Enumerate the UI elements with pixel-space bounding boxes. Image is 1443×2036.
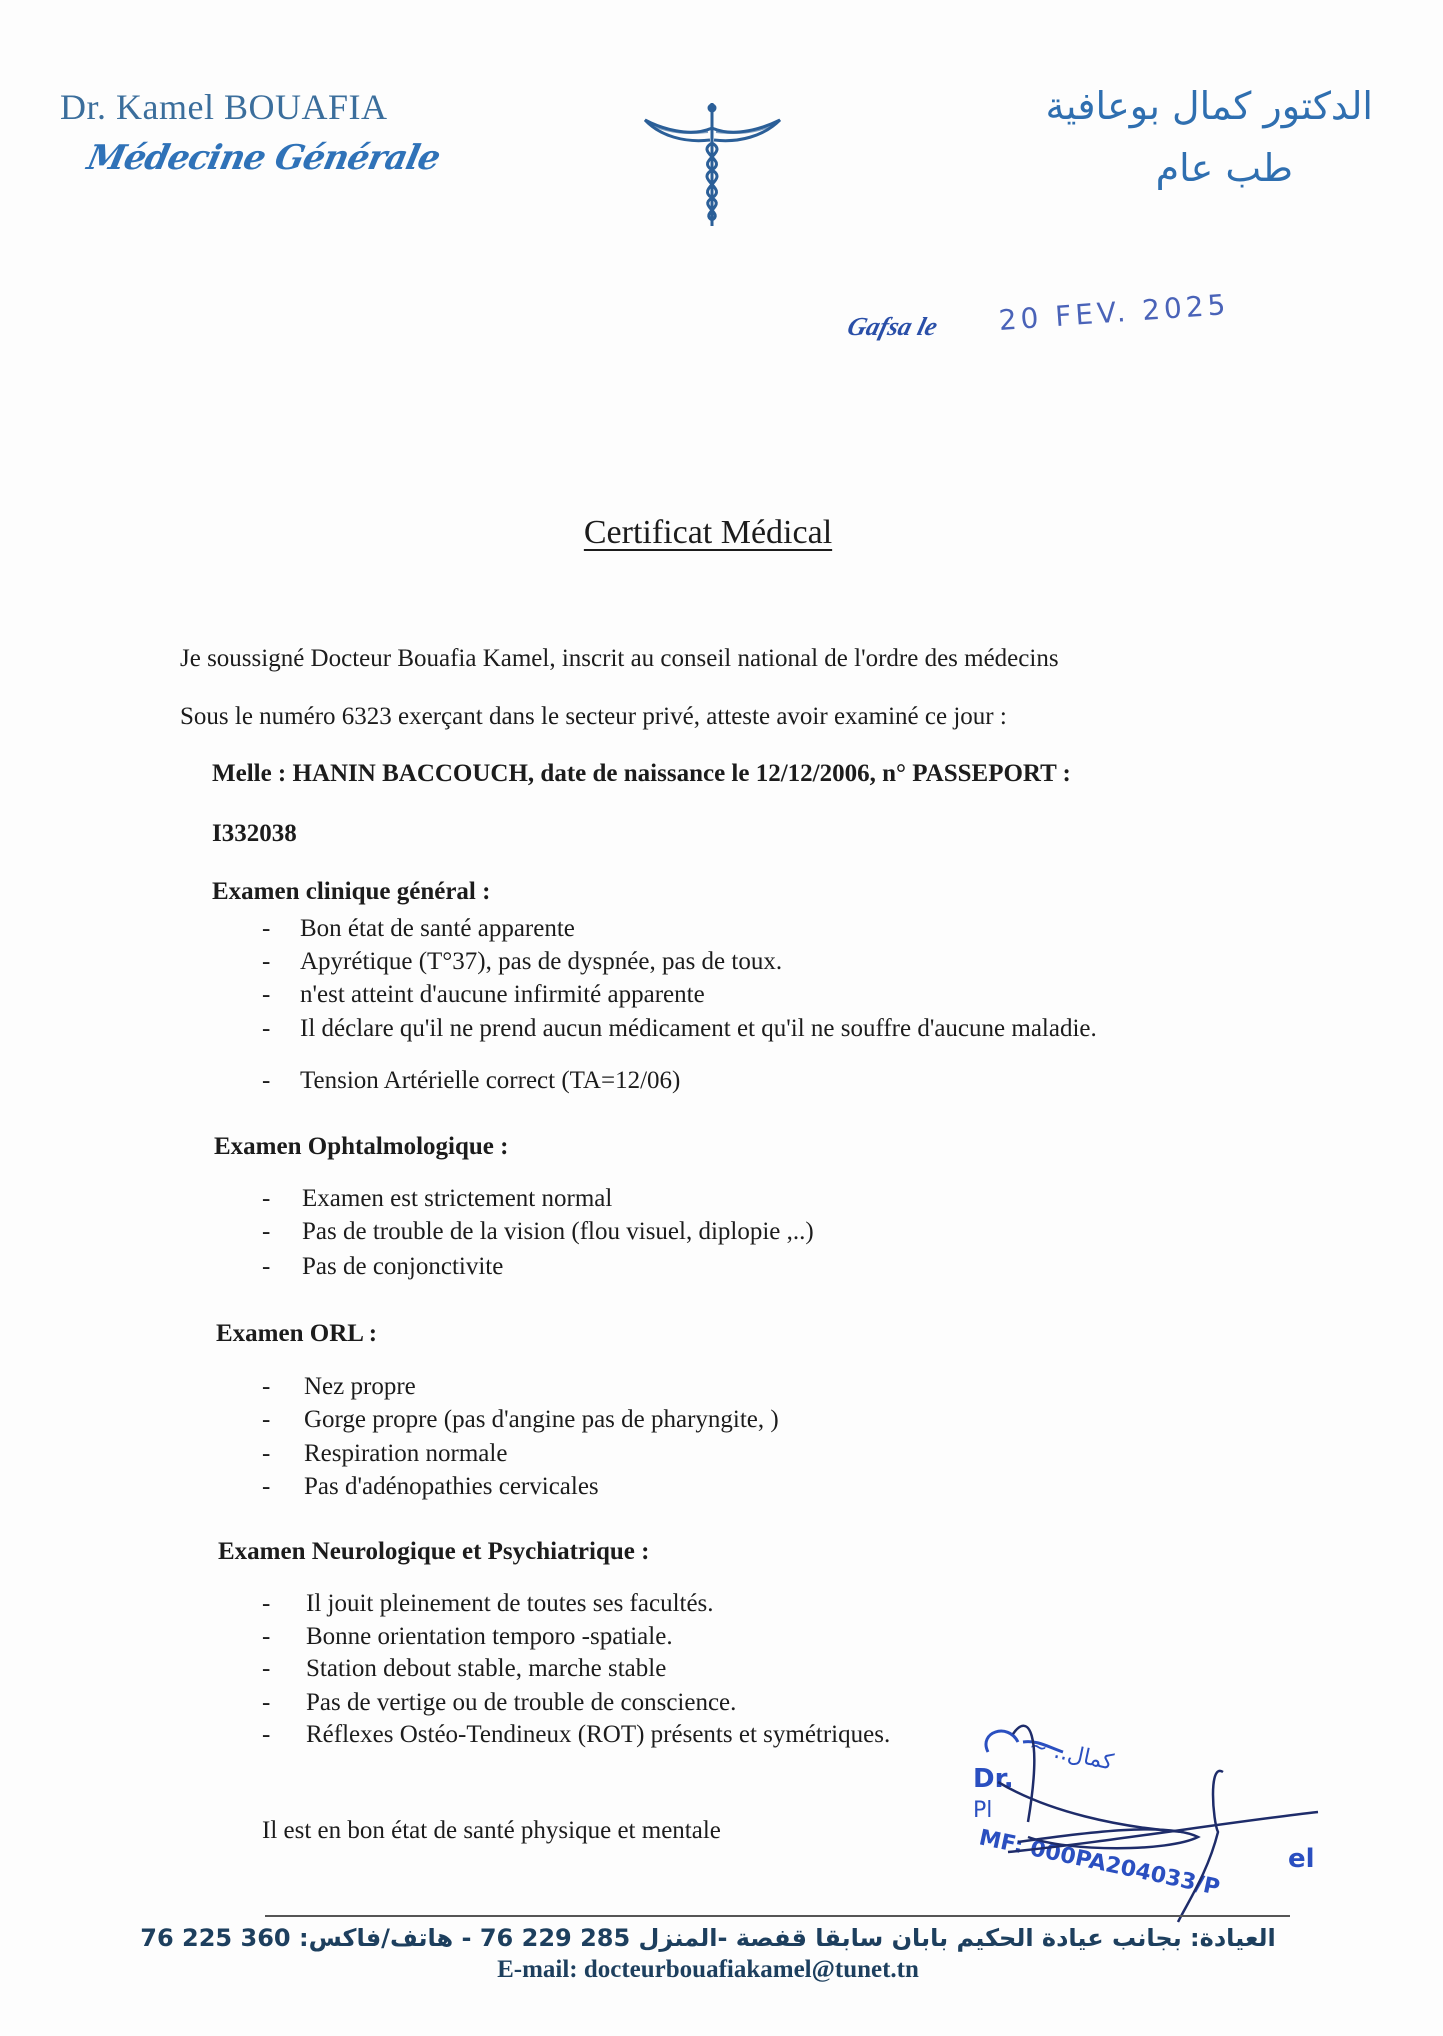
list-item: Bonne orientation temporo -spatiale. [306,1623,673,1650]
bullet-dash: - [262,1689,271,1716]
specialty: Médecine Générale [83,138,444,178]
list-item: Pas d'adénopathies cervicales [304,1473,599,1500]
svg-text:~ ..كمال: ~ ..كمال [1026,1733,1116,1776]
list-item: Bon état de santé apparente [300,915,575,942]
list-item: Nez propre [304,1373,416,1400]
passport-number: I332038 [212,820,297,847]
bullet-dash: - [262,1440,271,1467]
section-heading: Examen Ophtalmologique : [214,1133,509,1160]
doctor-name: Dr. Kamel BOUAFIA [60,87,388,127]
section-heading: Examen clinique général : [212,878,491,905]
patient-line: Melle : HANIN BACCOUCH, date de naissance le 12/12/2006, n° PASSEPORT : [212,760,1071,787]
bullet-dash: - [262,1590,271,1617]
footer-address-arabic: العيادة: بجانب عيادة الحكيم بابان سابقا قفصة -المنزل 285 229 76 - هاتف/فاكس: 360 225 76 [140,1924,1276,1952]
date-place: Gafsa le [844,312,941,341]
svg-text:Dr.: Dr. [973,1764,1014,1794]
bullet-dash: - [262,1406,271,1433]
list-item: Apyrétique (T°37), pas de dyspnée, pas de toux. [300,948,783,975]
list-item: Tension Artérielle correct (TA=12/06) [300,1067,681,1094]
bullet-dash: - [262,915,271,942]
bullet-dash: - [262,1623,271,1650]
intro-line-1: Je soussigné Docteur Bouafia Kamel, inscrit au conseil national de l'ordre des médecins [180,645,1059,672]
list-item: Pas de conjonctivite [302,1253,504,1280]
specialty-arabic: طب عام [1155,146,1293,190]
svg-text:Pl: Pl [973,1798,993,1823]
date-stamp: 20 FEV. 2025 [997,287,1231,337]
section-heading: Examen Neurologique et Psychiatrique : [218,1538,650,1565]
list-item: n'est atteint d'aucune infirmité apparente [300,981,705,1008]
bullet-dash: - [262,1373,271,1400]
list-item: Examen est strictement normal [302,1185,613,1212]
list-item: Il jouit pleinement de toutes ses facultés. [306,1590,714,1617]
signature-stamp-icon [968,1712,1328,1927]
bullet-dash: - [262,1721,271,1748]
intro-line-2: Sous le numéro 6323 exerçant dans le secteur privé, atteste avoir examiné ce jour : [180,703,1007,730]
list-item: Respiration normale [304,1440,508,1467]
doctor-name-arabic: الدكتور كمال بوعافية [1045,84,1373,128]
bullet-dash: - [262,1067,271,1094]
bullet-dash: - [262,1185,271,1212]
bullet-dash: - [262,1473,271,1500]
svg-text:MF: 000PA204033/P: MF: 000PA204033/P [976,1825,1222,1901]
caduceus-icon [640,98,785,228]
list-item: Pas de trouble de la vision (flou visuel, diplopie ,..) [302,1218,814,1245]
bullet-dash: - [262,1655,271,1682]
bullet-dash: - [262,1253,271,1280]
list-item: Station debout stable, marche stable [306,1655,667,1682]
document-title: Certificat Médical [583,514,833,551]
bullet-dash: - [262,948,271,975]
list-item: Réflexes Ostéo-Tendineux (ROT) présents et symétriques. [306,1721,891,1748]
conclusion: Il est en bon état de santé physique et mentale [262,1817,721,1844]
section-heading: Examen ORL : [216,1320,378,1347]
bullet-dash: - [262,1015,271,1042]
list-item: Il déclare qu'il ne prend aucun médicament et qu'il ne souffre d'aucune maladie. [300,1015,1097,1042]
bullet-dash: - [262,981,271,1008]
footer-email: E-mail: docteurbouafiakamel@tunet.tn [497,1956,919,1983]
list-item: Gorge propre (pas d'angine pas de pharyngite, ) [304,1406,779,1433]
footer-divider [265,1915,1290,1917]
svg-text:el: el [1288,1844,1315,1874]
bullet-dash: - [262,1218,271,1245]
list-item: Pas de vertige ou de trouble de conscience. [306,1689,737,1716]
